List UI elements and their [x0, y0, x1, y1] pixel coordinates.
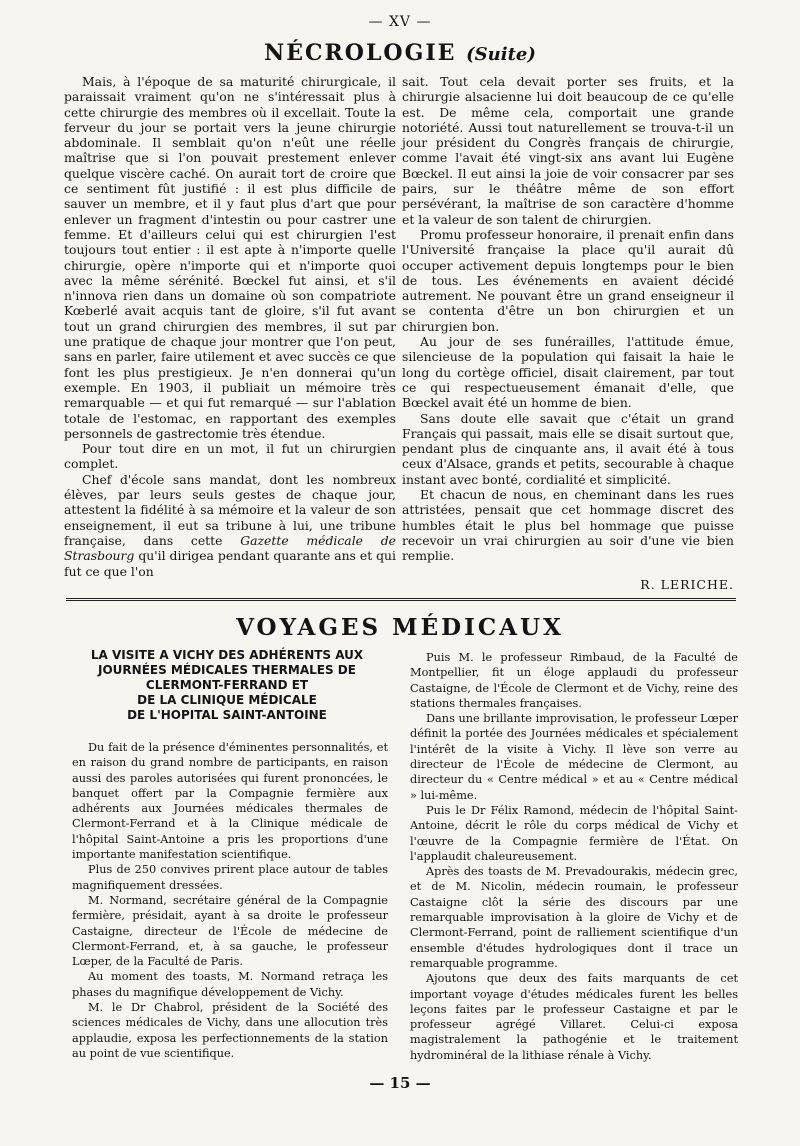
section-title: NÉCROLOGIE: [264, 40, 457, 66]
paragraph: Mais, à l'époque de sa maturité chirurgicale, il paraissait vraiment qu'on ne s'intéressait plus à cette chirurgie des membres où il excellait. Toute la ferveur du jour se portait vers la jeune chirurgie abdominale. Il semblait qu'on n'eût une réelle maîtrise que si l'on pouvait prestement enlever quelque viscère caché. On aurait tort de croire que ce sentiment fût justifié : il est plus difficile de sauver un membre, et il y faut plus d'art que pour enlever un fragment d'intestin ou pour castrer une femme. Et d'ailleurs celui qui est chirurgien l'est toujours tout entier : il est apte à n'importe quelle chirurgie, opère n'importe qui et n'importe quoi avec la même sérénité. Bœckel fut ainsi, et s'il n'innova rien dans un domaine où son compatriote Kœberlé avait acquis tant de gloire, s'il fut avant tout un grand chirurgien des membres, il sut par une pratique de chaque jour montrer que l'on peut, sans en parler, faire utilement et avec succès ce que font les plus prestigieux. Je n'en donnerai qu'un exemple. En 1903, il publiait un mémoire très remarquable — et qui fut remarqué — sur l'ablation totale de l'estomac, en rapportant des exemples personnels de gastrectomie très étendue.: [64, 74, 396, 441]
journal-name: Gazette médicale de Strasbourg: [64, 532, 396, 564]
paragraph: Après des toasts de M. Prevadourakis, médecin grec, et de M. Nicolin, médecin roumain, le professeur Castaigne clôt la série des discours par une remarquable improvisation à la gloire de Vichy et de Clermont-Ferrand, point de ralliement scientifique d'un ensemble d'études hydrologiques dont il trace un remarquable programme.: [410, 865, 738, 970]
necrologie-right-column: [402, 74, 734, 564]
subheading-line: LA VISITE A VICHY DES ADHÉRENTS AUX: [90, 648, 364, 662]
paragraph: Sans doute elle savait que c'était un grand Français qui passait, mais elle se disait surtout que, pendant plus de cinquante ans, il avait été à tous ceux d'Alsace, grands et petits, secourable à chaque instant avec bonté, cordialité et simplicité.: [402, 410, 734, 487]
subheading-line: DE L'HOPITAL SAINT-ANTOINE: [127, 708, 327, 722]
author-signature: R. LERICHE.: [640, 577, 734, 592]
paragraph: [64, 472, 396, 579]
article-subheading: [72, 648, 382, 723]
page-number: — 15 —: [369, 1074, 431, 1092]
paragraph: sait. Tout cela devait porter ses fruits, et la chirurgie alsacienne lui doit beaucoup de ce qu'elle est. De même cela, comportait une grande notoriété. Aussi tout naturellement se trouva-t-il un jour président du Congrès français de chirurgie, comme l'avait été vingt-six ans avant lui Eugène Bœckel. Il eut ainsi la joie de voir consacrer par ses pairs, sur le théâtre même de son effort persévérant, la maîtrise de son caractère d'homme et la valeur de son talent de chirurgien.: [402, 74, 734, 227]
section-suffix: (Suite): [466, 44, 536, 65]
section-divider: [66, 598, 736, 601]
roman-page-number: — XV —: [368, 14, 432, 30]
paragraph: Ajoutons que deux des faits marquants de cet important voyage d'études médicales furent les belles leçons faites par le professeur Castaigne et par le professeur agrégé Villaret. Celui-ci exposa magistralement la pathogénie et le traitement hydrominéral de la lithiase rénale à Vichy.: [410, 972, 738, 1062]
paragraph: M. le Dr Chabrol, président de la Société des sciences médicales de Vichy, dans une allocution très applaudie, exposa les perfectionnements de la station au point de vue scientifique.: [72, 1001, 388, 1060]
voyages-right-column: [410, 650, 738, 1063]
paragraph: Pour tout dire en un mot, il fut un chirurgien complet.: [64, 441, 396, 472]
paragraph: Au jour de ses funérailles, l'attitude émue, silencieuse de la population qui faisait la haie le long du cortège officiel, disait clairement, par tout ce qui respectueusement émanait d'elle, que Bœckel avait été un homme de bien.: [402, 334, 734, 411]
paragraph: Dans une brillante improvisation, le professeur Lœper définit la portée des Journées médicales et spécialement l'intérêt de la visite à Vichy. Il lève son verre au directeur de l'École de médecine de Clermont, au directeur du « Centre médical » et au « Centre médical » lui-même.: [410, 712, 739, 802]
paragraph: Plus de 250 convives prirent place autour de tables magnifiquement dressées.: [72, 863, 388, 892]
necrologie-title: [0, 40, 800, 66]
necrologie-left-column: [64, 74, 396, 579]
paragraph: Promu professeur honoraire, il prenait enfin dans l'Université française la place qu'il aurait dû occuper activement depuis longtemps pour le bien de tous. Les événements en avaient décidé autrement. Ne pouvant être un grand enseigneur il se contenta d'être un bon chirurgien et un chirurgien bon.: [402, 226, 734, 334]
voyages-title: VOYAGES MÉDICAUX: [236, 614, 564, 641]
paragraph: Du fait de la présence d'éminentes personnalités, et en raison du grand nombre de participants, en raison aussi des paroles autorisées qui furent prononcées, le banquet offert par la Compagnie fermière aux adhérents aux Journées médicales thermales de Clermont-Ferrand et à la Clinique médicale de l'hôpital Saint-Antoine a pris les proportions d'une importante manifestation scientifique.: [72, 741, 388, 862]
subheading-line: JOURNÉES MÉDICALES THERMALES DE: [98, 663, 356, 677]
paragraph: M. Normand, secrétaire général de la Compagnie fermière, présidait, ayant à sa droite le professeur Castaigne, directeur de l'École de médecine de Clermont-Ferrand, et, à sa gauche, le professeur Lœper, de la Faculté de Paris.: [72, 893, 388, 969]
subheading-line: CLERMONT-FERRAND ET: [145, 678, 309, 692]
paragraph: Puis le Dr Félix Ramond, médecin de l'hôpital Saint-Antoine, décrit le rôle du corps médical de Vichy et l'œuvre de la Compagnie fermière de l'État. On l'applaudit chaleureusement.: [410, 803, 738, 863]
paragraph-text: Chef d'école sans mandat, dont les nombreux élèves, par leurs seuls gestes de chaque jour, attestent la fidélité à sa mémoire et la valeur de son enseignement, il eut sa tribune à lui, une tribune française, dans cette: [64, 471, 396, 548]
paragraph-text: qu'il dirigea pendant quarante ans et qui fut ce que l'on: [64, 548, 396, 579]
paragraph: Au moment des toasts, M. Normand retraça les phases du magnifique développement de Vichy.: [72, 970, 388, 999]
paragraph: Puis M. le professeur Rimbaud, de la Faculté de Montpellier, fit un éloge applaudi du professeur Castaigne, de l'École de Clermont et de Vichy, reine des stations thermales françaises.: [410, 651, 738, 710]
paragraph: Et chacun de nous, en cheminant dans les rues attristées, pensait que cet hommage discret des humbles était le plus bel hommage que puisse recevoir un vrai chirurgien au soir d'une vie bien remplie.: [402, 487, 734, 564]
subheading-line: DE LA CLINIQUE MÉDICALE: [137, 693, 317, 707]
voyages-left-column: [72, 740, 388, 1061]
